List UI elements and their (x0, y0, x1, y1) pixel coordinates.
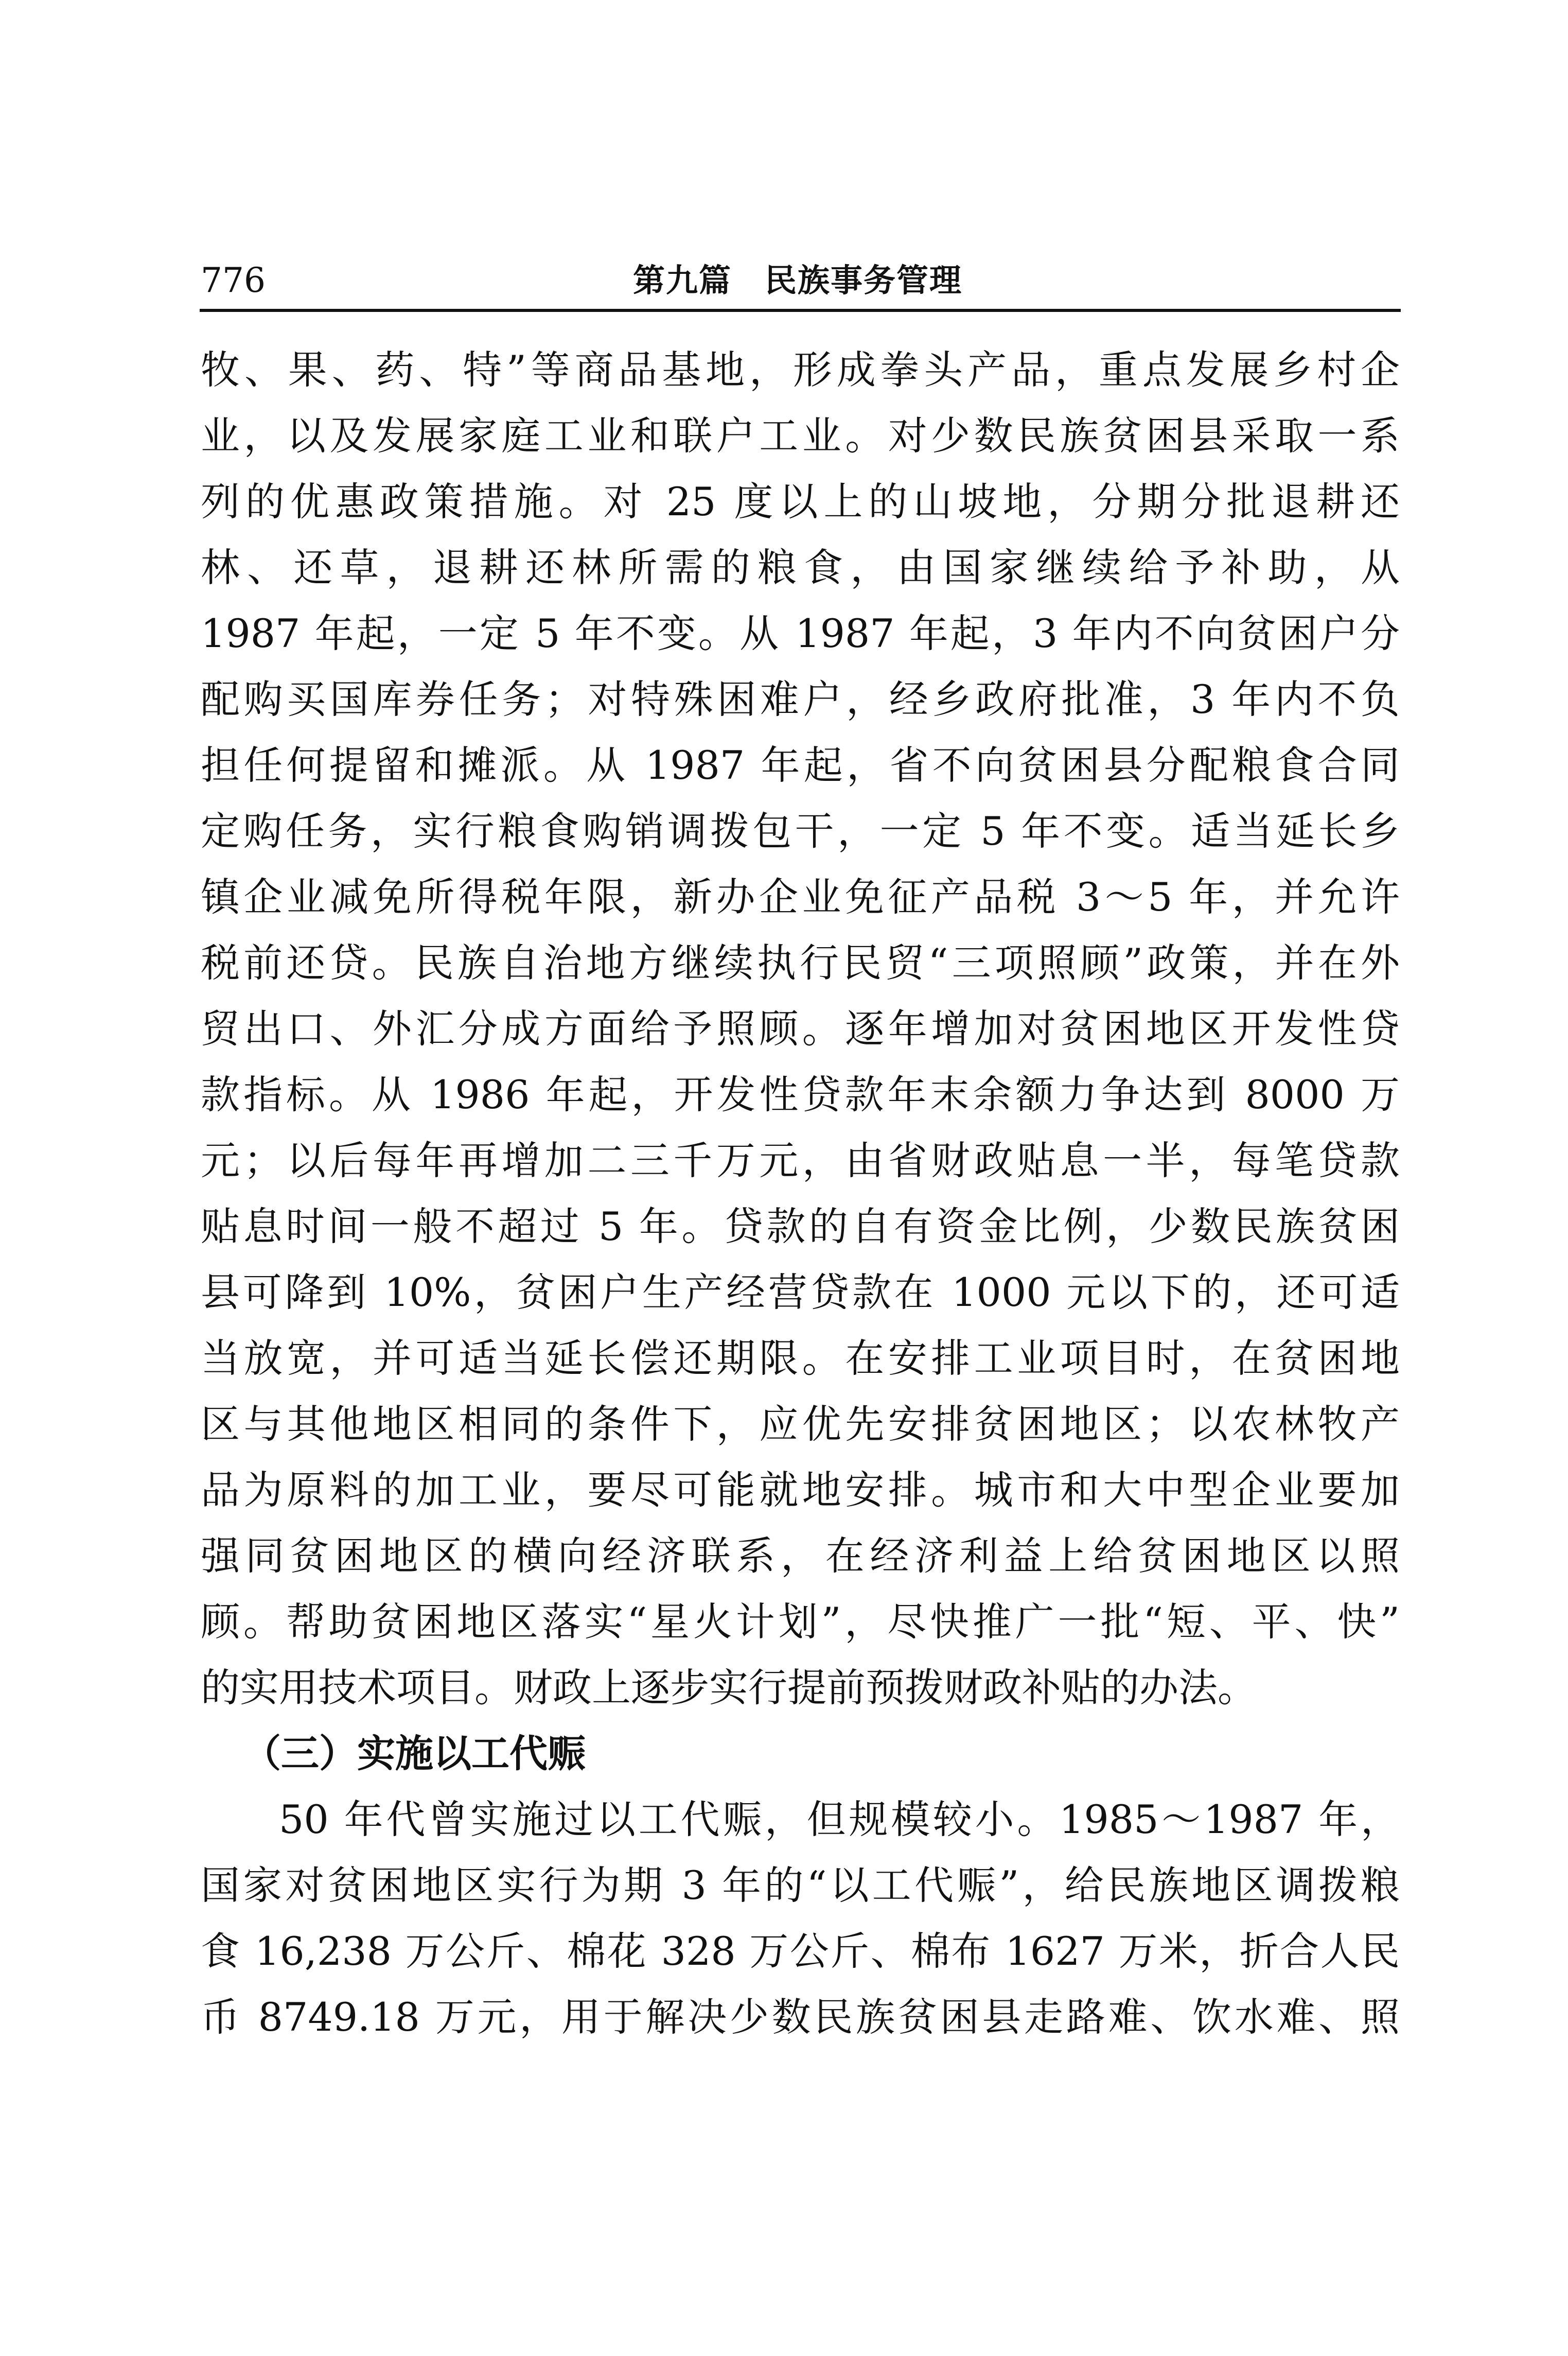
text-line: 贸出口、外汇分成方面给予照顾。逐年增加对贫困地区开发性贷 (201, 1006, 1400, 1052)
text-line: 当放宽，并可适当延长偿还期限。在安排工业项目时，在贫困地 (201, 1335, 1400, 1381)
text-line: 币 8749.18 万元，用于解决少数民族贫困县走路难、饮水难、照 (201, 1994, 1400, 2040)
text-line: 元；以后每年再增加二三千万元，由省财政贴息一半，每笔贷款 (201, 1138, 1400, 1183)
text-line: 税前还贷。民族自治地方继续执行民贸“三项照顾”政策，并在外 (201, 940, 1400, 986)
text-line: 配购买国库券任务；对特殊困难户，经乡政府批准，3 年内不负 (201, 676, 1400, 722)
text-line: 国家对贫困地区实行为期 3 年的“以工代赈”，给民族地区调拨粮 (201, 1862, 1400, 1908)
section-heading: （三）实施以工代赈 (243, 1732, 586, 1776)
text-line: 贴息时间一般不超过 5 年。贷款的自有资金比例，少数民族贫困 (201, 1203, 1400, 1249)
text-line: 区与其他地区相同的条件下，应优先安排贫困地区；以农林牧产 (201, 1401, 1400, 1447)
text-line: 的实用技术项目。财政上逐步实行提前预拨财政补贴的办法。 (201, 1665, 1257, 1711)
text-line: 担任何提留和摊派。从 1987 年起，省不向贫困县分配粮食合同 (201, 742, 1400, 788)
running-head (201, 257, 1400, 304)
header-rule (200, 309, 1401, 312)
text-line: 款指标。从 1986 年起，开发性贷款年末余额力争达到 8000 万 (201, 1072, 1400, 1118)
paragraph-1 (201, 337, 1400, 1721)
text-line: 林、还草，退耕还林所需的粮食，由国家继续给予补助，从 (201, 545, 1400, 590)
text-line: 品为原料的加工业，要尽可能就地安排。城市和大中型企业要加 (201, 1467, 1400, 1513)
page-number: 776 (201, 260, 266, 300)
text-line: 食 16,238 万公斤、棉花 328 万公斤、棉布 1627 万米，折合人民 (201, 1928, 1400, 1974)
text-line: 1987 年起，一定 5 年不变。从 1987 年起，3 年内不向贫困户分 (201, 610, 1400, 656)
text-line: 牧、果、药、特”等商品基地，形成拳头产品，重点发展乡村企 (201, 347, 1400, 393)
text-line: 镇企业减免所得税年限，新办企业免征产品税 3～5 年，并允许 (201, 874, 1400, 920)
paragraph-2 (201, 1787, 1400, 2050)
chapter-title: 第九篇 民族事务管理 (633, 261, 963, 299)
body-text (201, 337, 1400, 2050)
text-line: 县可降到 10%，贫困户生产经营贷款在 1000 元以下的，还可适 (201, 1269, 1400, 1315)
text-line: 列的优惠政策措施。对 25 度以上的山坡地，分期分批退耕还 (201, 479, 1400, 525)
text-line: 50 年代曾实施过以工代赈，但规模较小。1985～1987 年， (279, 1796, 1400, 1842)
text-line: 顾。帮助贫困地区落实“星火计划”，尽快推广一批“短、平、快” (201, 1599, 1400, 1645)
text-line: 强同贫困地区的横向经济联系，在经济利益上给贫困地区以照 (201, 1533, 1400, 1579)
text-line: 定购任务，实行粮食购销调拨包干，一定 5 年不变。适当延长乡 (201, 808, 1400, 854)
text-line: 业，以及发展家庭工业和联户工业。对少数民族贫困县采取一系 (201, 413, 1400, 459)
